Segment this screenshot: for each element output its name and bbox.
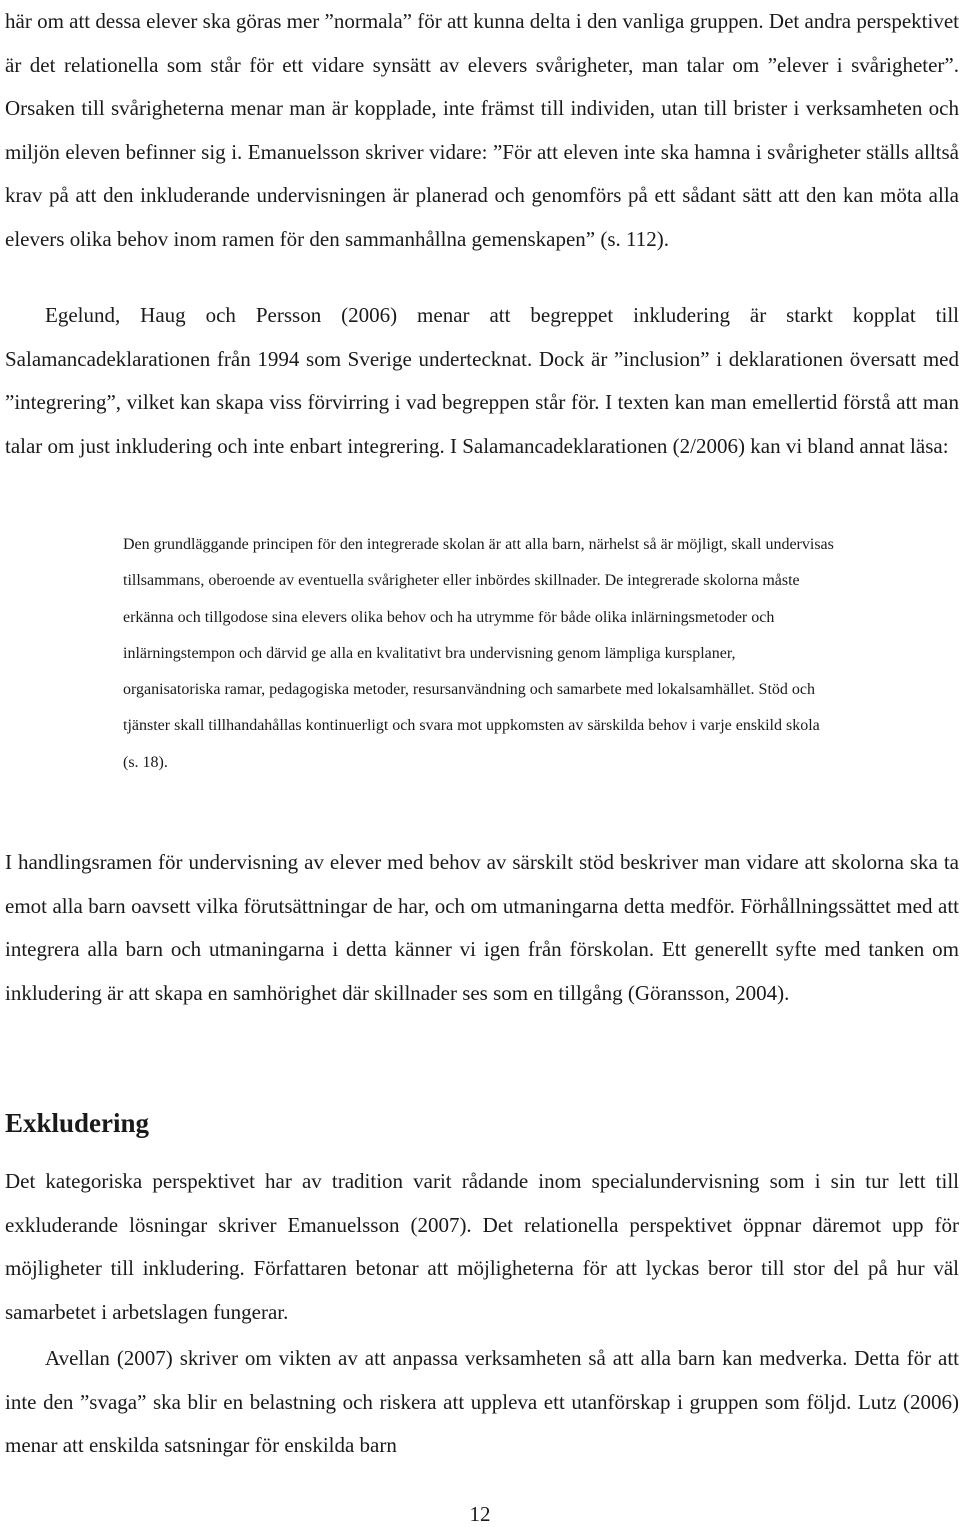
paragraph-avellan-text: Avellan (2007) skriver om vikten av att anpassa verksamheten så att alla barn kan medverka. Detta för att inte den ”svaga” ska blir en belastning och riskera att uppleva ett utanförskap i gruppen som följd. Lutz (2006) menar att enskilda satsningar för enskilda barn bbox=[5, 1346, 959, 1458]
paragraph-categorical-perspective: Det kategoriska perspektivet har av tradition varit rådande inom specialundervisning som i sin tur lett till exkluderande lösningar skriver Emanuelsson (2007). Det relationella perspektivet öppnar däremot upp för möjligheter till inkludering. Författaren betonar att möjligheterna för att lyckas beror till stor del på hur väl samarbetet i arbetslagen fungerar. bbox=[5, 1169, 959, 1324]
paragraph-relational-perspective: här om att dessa elever ska göras mer ”normala” för att kunna delta i den vanliga gruppen. Det andra perspektivet är det relationella som står för ett vidare synsätt av elevers svårigheter, man talar om ”elever i svårigheter”. Orsaken till svårigheterna menar man är kopplade, inte främst till individen, utan till brister i verksamheten och miljön eleven befinner sig i. Emanuelsson skriver vidare: ”För att eleven inte ska hamna i svårigheter ställs alltså krav på att den inkluderande undervisningen är planerad och genomförs på ett sådant sätt att den kan möta alla elevers olika behov inom ramen för den sammanhållna gemenskapen” (s. 112). bbox=[5, 9, 959, 251]
block-quote-salamanca: Den grundläggande principen för den integrerade skolan är att alla barn, närhelst så är möjligt, skall undervisas tillsammans, oberoende av eventuella svårigheter eller inbördes skillnader. De integrerade skolorna måste erkänna och tillgodose sina elevers olika behov och ha utrymme för både olika inlärningsmetoder och inlärningstempon och därvid ge alla en kvalitativt bra undervisning genom lämpliga kursplaner, organisatoriska ramar, pedagogiska metoder, resursanvändning och samarbete med lokalsamhället. Stöd och tjänster skall tillhandahållas kontinuerligt och svara mot uppkomsten av särskilda behov i varje enskild skola (s. 18). bbox=[123, 536, 834, 771]
paragraph-egelund-salamanca bbox=[5, 294, 959, 468]
paragraph-avellan bbox=[5, 1337, 959, 1468]
paragraph-handlingsramen: I handlingsramen för undervisning av elever med behov av särskilt stöd beskriver man vidare att skolorna ska ta emot alla barn oavsett vilka förutsättningar de har, och om utmaningarna detta medför. Förhållningssättet med att integrera alla barn och utmaningarna i detta känner vi igen från förskolan. Ett generellt syfte med tanken om inkludering är att skapa en samhörighet där skillnader ses som en tillgång (Göransson, 2004). bbox=[5, 850, 959, 1005]
paragraph-egelund-text: Egelund, Haug och Persson (2006) menar att begreppet inkludering är starkt kopplat till Salamancadeklarationen från 1994 som Sverige undertecknat. Dock är ”inclusion” i deklarationen översatt med ”integrering”, vilket kan skapa viss förvirring i vad begreppen står för. I texten kan man emellertid förstå att man talar om just inkludering och inte enbart integrering. I Salamancadeklarationen (2/2006) kan vi bland annat läsa: bbox=[5, 303, 959, 458]
section-heading-exkludering: Exkludering bbox=[5, 1108, 150, 1138]
page-number: 12 bbox=[469, 1502, 491, 1526]
